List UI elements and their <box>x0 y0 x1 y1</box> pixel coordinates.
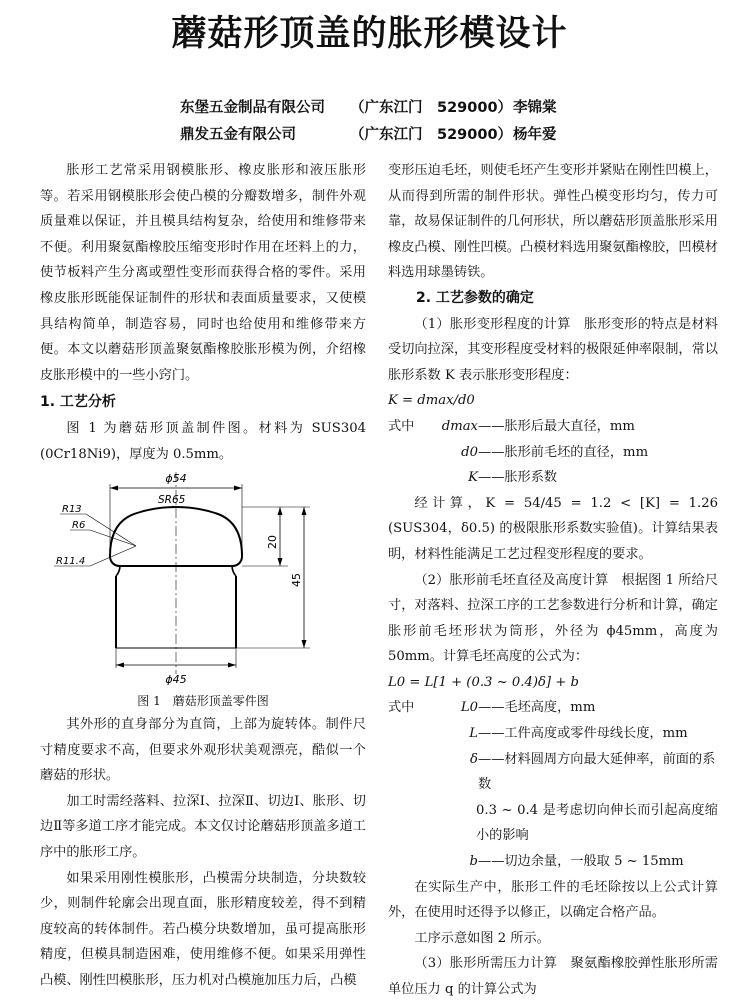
arrow-head <box>234 486 242 491</box>
left-column-bottom <box>40 712 366 994</box>
figure2-reference: 工序示意如图 2 所示。 <box>414 930 550 946</box>
calculation-paragraph: 经计算，K = 54/45 = 1.2 < [K] = 1.26 (SUS304，δ0.5) 的极限胀形系数实验值)。计算结果表明，材料性能满足工艺过程变形程度的要求。 <box>388 495 718 562</box>
affiliation-org: 鼎发五金有限公司 <box>180 127 296 143</box>
figure-caption: 图 1 蘑菇形顶盖零件图 <box>137 694 269 708</box>
part-drawing-figure <box>40 462 366 688</box>
definition-continuation: 0.3 ~ 0.4 是考虑切向伸长而引起高度缩小的影响 <box>476 802 718 844</box>
arrow-head <box>116 663 124 668</box>
definition-row: K ——胀形系数 <box>468 470 558 486</box>
shape-paragraph: 其外形的直身部分为直筒，上部为旋转体。制件尺寸精度要求不高，但要求外观形状美观漂亮，酷似一个蘑菇的形状。 <box>40 717 366 784</box>
dim-label-sr65: SR65 <box>158 494 186 506</box>
equation-l0: L0 = L[1 + (0.3 ~ 0.4)δ] + b <box>388 674 579 690</box>
equation-k: K = dmax/d0 <box>388 393 475 409</box>
process-paragraph: 加工时需经落料、拉深Ⅰ、拉深Ⅱ、切边Ⅰ、胀形、切边Ⅱ等多道工序才能完成。本文仅讨论蘑菇形顶盖多道工序中的胀形工序。 <box>40 793 366 860</box>
affiliation-location: （广东江门 529000） <box>350 100 513 116</box>
definition-row: 式中 dmax ——胀形后最大直径，mm <box>388 418 635 434</box>
affiliation-org: 东堡五金制品有限公司 <box>180 100 325 116</box>
definition-row: L ——工件高度或零件母线长度，mm <box>469 726 688 742</box>
neck-right <box>232 566 236 576</box>
arrow-head <box>302 640 307 648</box>
arrow-head <box>302 507 307 515</box>
dim-label-h45: 45 <box>290 573 303 587</box>
pressure-paragraph: （3）胀形所需压力计算 聚氨酯橡胶弹性胀形所需单位压力 q 的计算公式为 <box>388 956 718 997</box>
definition-row: δ ——材料圆周方向最大延伸率，前面的系数 <box>470 751 716 793</box>
dim-label-r13: R13 <box>62 504 82 515</box>
arrow-head <box>110 486 118 491</box>
dim-label-d54: ϕ54 <box>165 472 187 485</box>
leader-line <box>90 530 136 546</box>
affiliation-location: （广东江门 529000） <box>350 127 513 143</box>
author-name: 李锦棠 <box>513 100 557 116</box>
dim-label-d45: ϕ45 <box>165 673 187 686</box>
arrow-head <box>278 507 283 515</box>
intro-paragraph: 胀形工艺常采用钢模胀形、橡皮胀形和液压胀形等。若采用钢模胀形会使凸模的分瓣数增多，制件外观质量难以保证，并且模具结构复杂，给使用和维修带来不便。利用聚氨酯橡胶压缩变形时作用在坯料上的力，使节板料产生分离或塑性变形而获得合格的零件。采用橡皮胀形既能保证制件的形状和表面质量要求，又使模具结构简单，制造容易，同时也给使用和维修带来方便。本文以蘑菇形顶盖聚氨酯橡胶胀形模为例，介绍橡皮胀形模中的一些小窍门。 <box>40 163 366 383</box>
continued-paragraph: 变形压迫毛坯，则使毛坯产生变形并紧贴在刚性凹模上，从而得到所需的制件形状。弹性凸模变形均匀，传力可靠，故易保证制件的几何形状，所以蘑菇形顶盖胀形采用橡皮凸模、刚性凹模。凸模材料选用聚氨酯橡胶，凹模材料选用球墨铸铁。 <box>388 163 718 281</box>
figure-intro-paragraph: 图 1 为蘑菇形顶盖制件图。材料为 SUS304 (0Cr18Ni9)，厚度为 0.5mm。 <box>40 420 366 462</box>
dim-label-r114: R11.4 <box>56 556 86 567</box>
blank-size-paragraph: （2）胀形前毛坯直径及高度计算 根据图 1 所给尺寸，对落料、拉深工序的工艺参数进行分析和计算，确定胀形前毛坯形状为筒形，外径为 ϕ45mm，高度为 50mm。计算毛坯高度的公式为： <box>388 572 718 665</box>
section-heading: 1. 工艺分析 <box>40 394 116 411</box>
author-name: 杨年爱 <box>513 127 557 143</box>
definition-row: d0 ——胀形前毛坯的直径，mm <box>461 444 649 460</box>
arrow-head <box>278 558 283 566</box>
definition-row: b ——切边余量，一般取 5 ~ 15mm <box>469 854 684 870</box>
dim-label-r6: R6 <box>72 520 86 531</box>
dim-label-h20: 20 <box>266 535 279 549</box>
right-column <box>388 158 718 1003</box>
die-paragraph: 如果采用刚性模胀形，凸模需分块制造，分块数较少，则制件轮廓会出现直面，胀形精度较差，得不到精度较高的转体制件。若凸模分块数增加，虽可提高胀形精度，但模具制造困难，使用维修不便。如果采用弹性凸模、刚性凹模胀形，压力机对凸模施加压力后，凸模 <box>40 870 366 988</box>
deformation-paragraph: （1）胀形变形程度的计算 胀形变形的特点是材料受切向拉深，其变形程度受材料的极限延伸率限制，常以胀形系数 K 表示胀形变形程度： <box>388 316 718 383</box>
arrow-head <box>228 663 236 668</box>
production-paragraph: 在实际生产中，胀形工件的毛坯除按以上公式计算外，在使用时还得予以修正，以确定合格产品。 <box>388 879 718 921</box>
left-column-top <box>40 158 366 467</box>
page-title: 蘑菇形顶盖的胀形模设计 <box>171 14 568 54</box>
neck-left <box>116 566 120 576</box>
definition-row: 式中 L0 ——毛坯高度，mm <box>388 700 596 716</box>
section-heading: 2. 工艺参数的确定 <box>416 289 534 306</box>
